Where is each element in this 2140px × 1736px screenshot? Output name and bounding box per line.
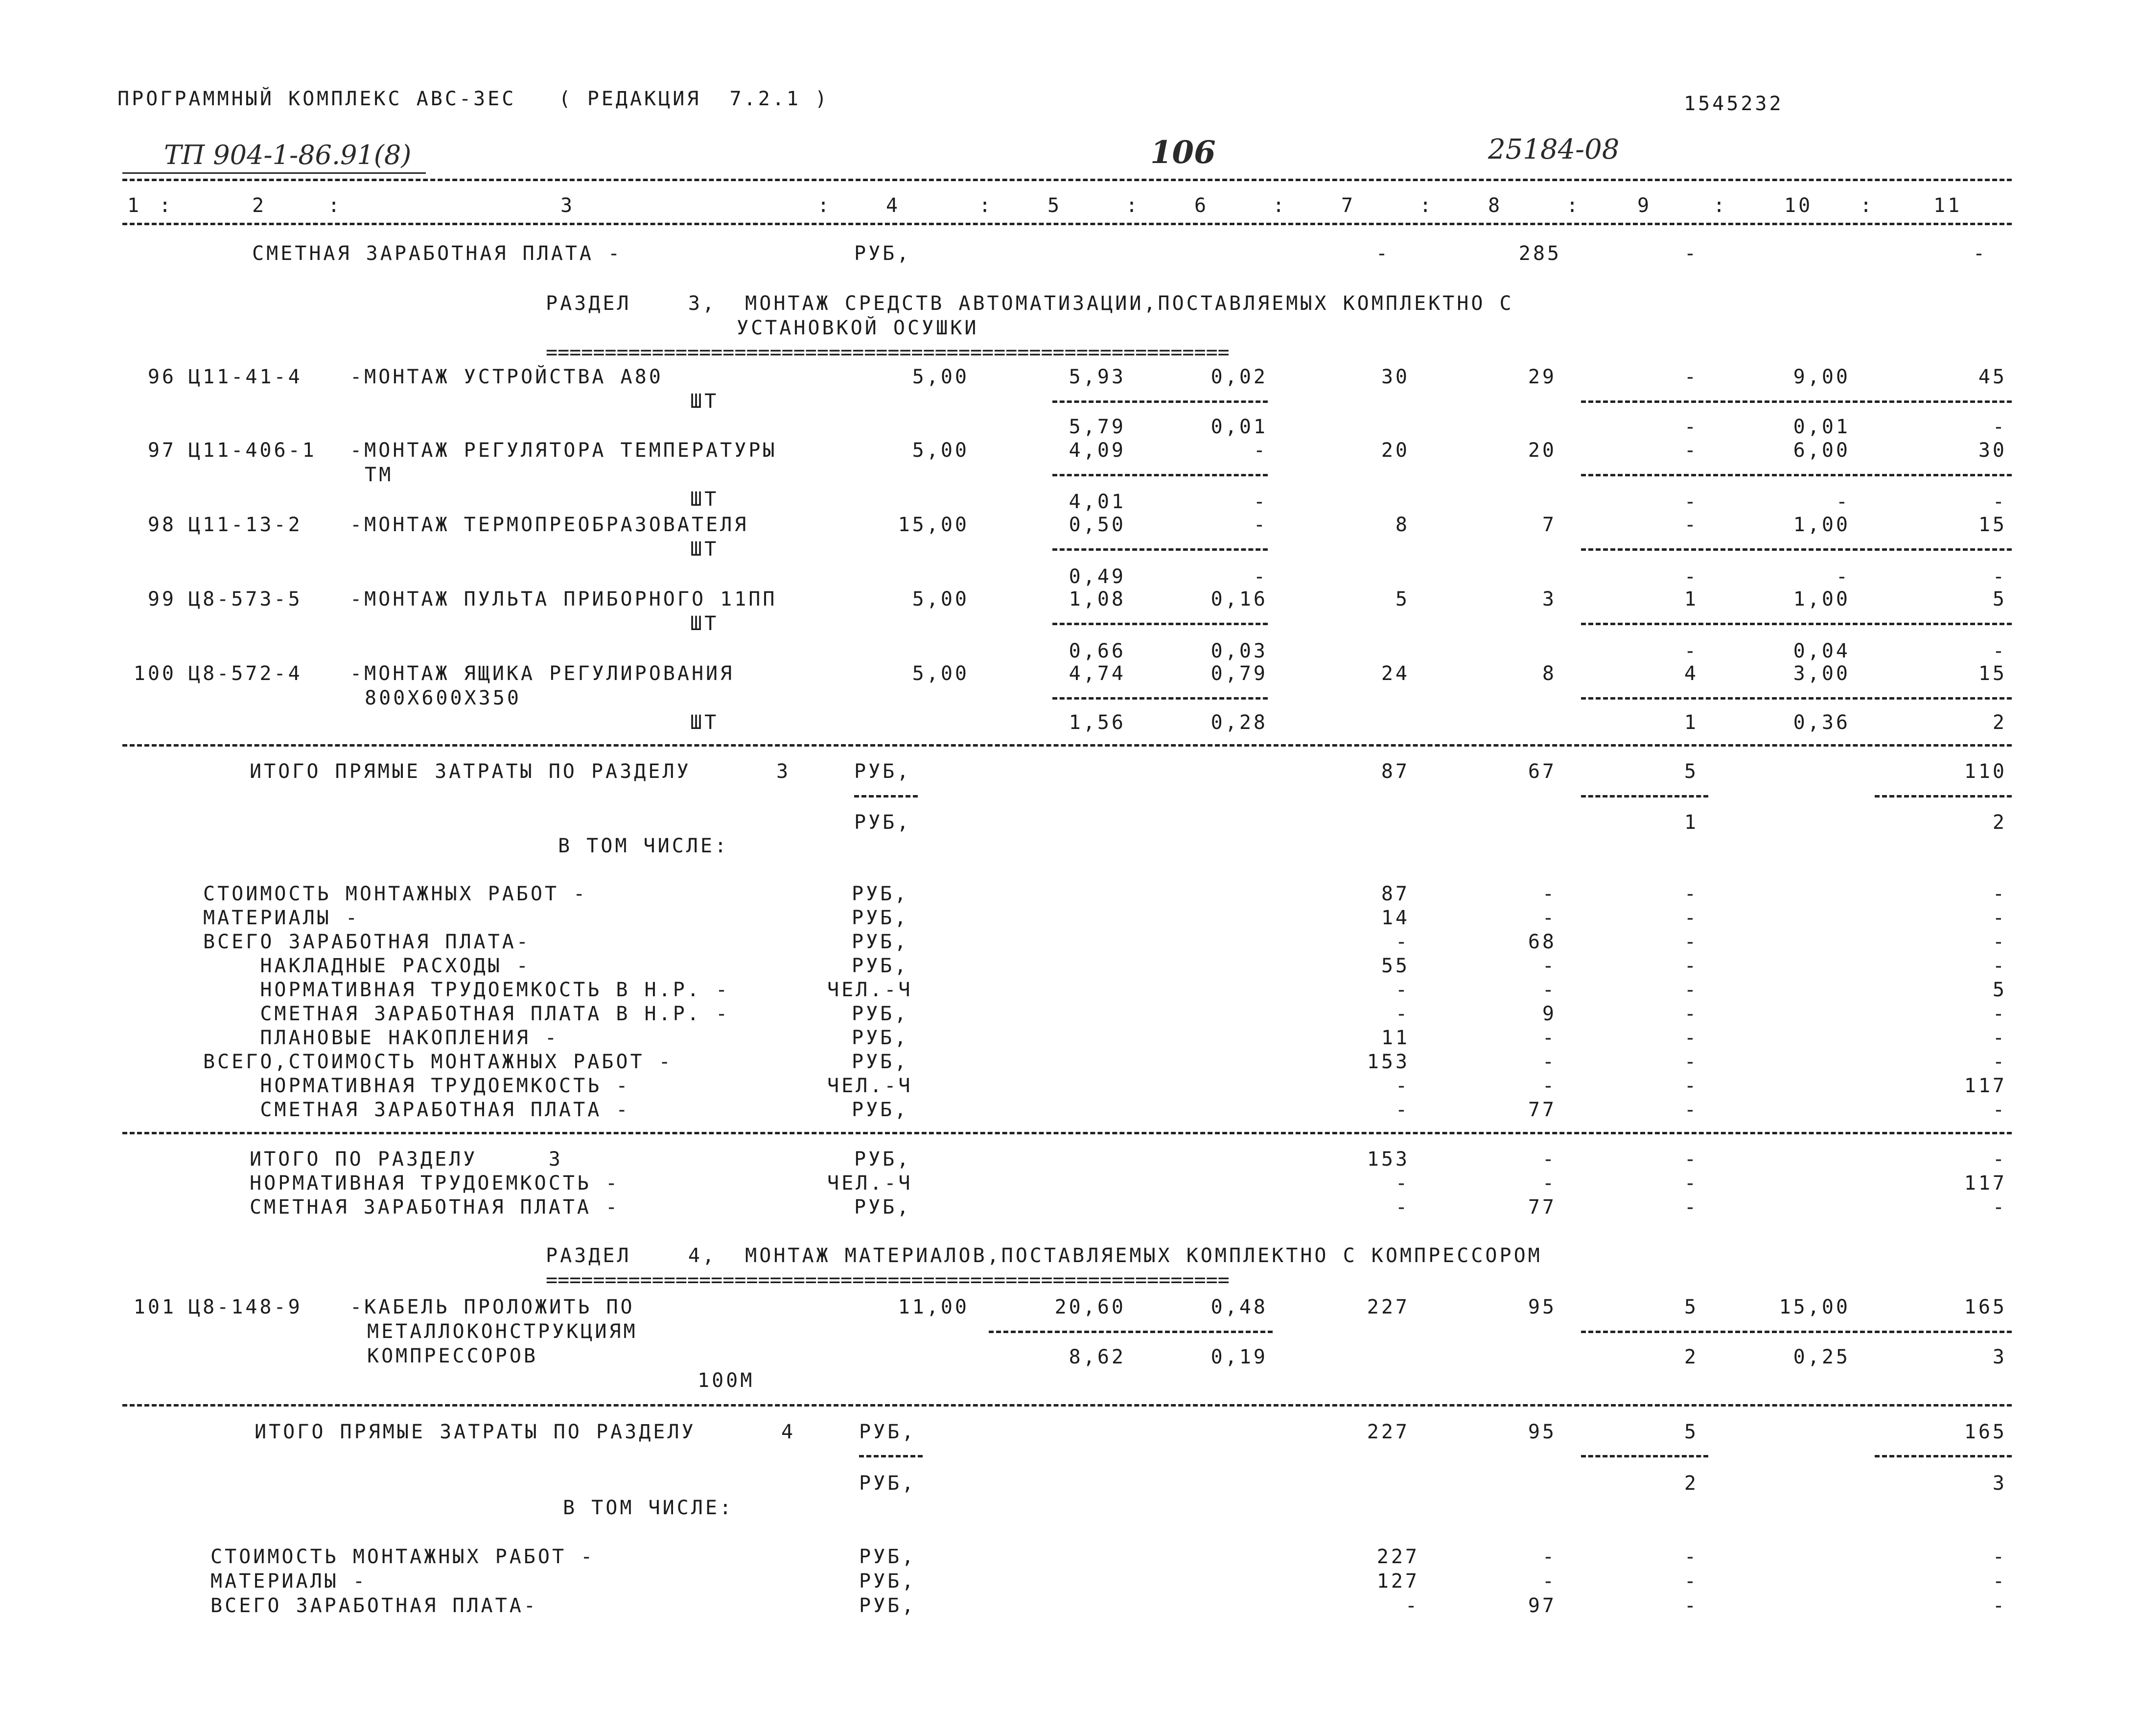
- cell-c11: -: [1992, 907, 2007, 929]
- item-c10: 9,00: [1793, 366, 1850, 388]
- cell-c8: -: [1542, 1051, 1557, 1073]
- item-c10: 3,00: [1793, 662, 1850, 685]
- col-sep: :: [1273, 194, 1287, 217]
- item-c11: 45: [1978, 366, 2007, 388]
- cell-c8: 67: [1528, 760, 1557, 783]
- row-unit: РУБ,: [852, 955, 909, 977]
- item-c5b: 0,49: [1069, 565, 1126, 588]
- cell-c11: 110: [1964, 760, 2007, 783]
- project-code: ТП 904-1-86.91(8): [164, 140, 412, 170]
- cell-c7: 127: [1376, 1570, 1419, 1593]
- row-label: ПЛАНОВЫЕ НАКОПЛЕНИЯ -: [203, 1027, 559, 1049]
- row-label: МАТЕРИАЛЫ -: [210, 1570, 367, 1593]
- cell-c9: -: [1684, 1003, 1698, 1025]
- cell-c7: 87: [1381, 760, 1410, 783]
- item-c5b: 8,62: [1069, 1346, 1126, 1368]
- cell-c7: -: [1375, 242, 1390, 265]
- cell-c8: 9: [1542, 1003, 1557, 1025]
- cell-c9: -: [1684, 955, 1698, 977]
- item-c5: 1,08: [1069, 588, 1126, 610]
- item-name-cont: ТМ: [365, 464, 394, 486]
- item-c6: -: [1253, 514, 1268, 536]
- cell-c11: -: [1992, 883, 2007, 905]
- cell-c7: 11: [1381, 1027, 1410, 1049]
- col-11: 11: [1933, 194, 1962, 217]
- item-name-cont: 800Х600Х350: [365, 687, 521, 709]
- cell-c7: 55: [1381, 955, 1410, 977]
- item-c6: 0,02: [1210, 366, 1268, 388]
- item-c11: 5: [1992, 588, 2007, 610]
- header-rule-2: [122, 223, 2012, 225]
- item-unit: ШТ: [690, 711, 719, 734]
- col-5: 5: [1047, 194, 1062, 217]
- row-unit: ЧЕЛ.-Ч: [827, 1172, 913, 1195]
- cell-c11: 117: [1964, 1172, 2007, 1195]
- cell-c11: 5: [1992, 979, 2007, 1001]
- item-c11: 15: [1978, 662, 2007, 685]
- item-qty: 5,00: [912, 588, 969, 610]
- row-label: ИТОГО ПРЯМЫЕ ЗАТРАТЫ ПО РАЗДЕЛУ 3: [250, 760, 791, 783]
- item-name-cont: КОМПРЕССОРОВ: [367, 1345, 538, 1367]
- col-7: 7: [1341, 194, 1356, 217]
- row-unit: РУБ,: [859, 1546, 916, 1568]
- item-c6: 0,48: [1210, 1296, 1268, 1318]
- subrule: [1052, 548, 1268, 551]
- item-unit: ШТ: [690, 612, 719, 635]
- item-c10: 1,00: [1793, 514, 1850, 536]
- item-code: Ц8-572-4: [188, 662, 302, 685]
- including-label: В ТОМ ЧИСЛЕ:: [558, 835, 729, 857]
- cell-c8: -: [1542, 883, 1557, 905]
- row-label: СТОИМОСТЬ МОНТАЖНЫХ РАБОТ -: [210, 1546, 595, 1568]
- subrule: [1875, 1455, 2012, 1457]
- cell-c7: 153: [1367, 1148, 1410, 1171]
- item-c8: 29: [1528, 366, 1557, 388]
- cell-c11: -: [1973, 242, 1987, 265]
- cell-c8: -: [1542, 1148, 1557, 1171]
- cell-c11: -: [1992, 1196, 2007, 1219]
- cell-c11: 165: [1964, 1421, 2007, 1443]
- cell-c11: -: [1992, 931, 2007, 953]
- item-qty: 5,00: [912, 662, 969, 685]
- item-c6b: -: [1253, 565, 1268, 588]
- item-code: Ц11-406-1: [188, 439, 317, 462]
- item-c7: 227: [1367, 1296, 1410, 1318]
- item-c10b: 0,01: [1793, 416, 1850, 438]
- cell-c11: 117: [1964, 1075, 2007, 1097]
- item-c7: 20: [1381, 439, 1410, 462]
- item-c6b: 0,19: [1210, 1346, 1268, 1368]
- row-unit: РУБ,: [852, 1099, 909, 1121]
- subrule: [854, 795, 918, 798]
- col-3: 3: [560, 194, 575, 217]
- item-c10b: 0,25: [1793, 1346, 1850, 1368]
- item-qty: 5,00: [912, 366, 969, 388]
- item-c10b: -: [1836, 565, 1850, 588]
- subrule: [1581, 697, 2012, 700]
- subrule: [1581, 548, 2012, 551]
- cell-c9: -: [1684, 979, 1698, 1001]
- row-unit: РУБ,: [854, 760, 911, 783]
- item-c7: 30: [1381, 366, 1410, 388]
- subrule: [1581, 623, 2012, 625]
- col-sep: :: [328, 194, 343, 217]
- row-unit: РУБ,: [852, 883, 909, 905]
- row-label: МАТЕРИАЛЫ -: [203, 907, 360, 929]
- estimate-code: 25184-08: [1488, 134, 1620, 165]
- item-c8: 20: [1528, 439, 1557, 462]
- col-sep: :: [1713, 194, 1728, 217]
- item-qty: 11,00: [898, 1296, 969, 1318]
- cell-c9: -: [1684, 1099, 1698, 1121]
- row-unit: РУБ,: [859, 1595, 916, 1617]
- col-1: 1: [127, 194, 142, 217]
- item-c8: 3: [1542, 588, 1557, 610]
- col-10: 10: [1784, 194, 1813, 217]
- row-unit: РУБ,: [859, 1421, 916, 1443]
- row-label: ВСЕГО ЗАРАБОТНАЯ ПЛАТА-: [203, 931, 531, 953]
- item-c5: 4,09: [1069, 439, 1126, 462]
- program-title: ПРОГРАММНЫЙ КОМПЛЕКС АВС-ЗЕС ( РЕДАКЦИЯ 7.2.1 ): [117, 88, 830, 110]
- cell-c9: -: [1684, 907, 1698, 929]
- section-4-title: РАЗДЕЛ 4, МОНТАЖ МАТЕРИАЛОВ,ПОСТАВЛЯЕМЫХ КОМПЛЕКТНО С КОМПРЕССОРОМ: [546, 1244, 1542, 1267]
- row-label: НОРМАТИВНАЯ ТРУДОЕМКОСТЬ В Н.Р. -: [203, 979, 730, 1001]
- cell-c8: -: [1542, 979, 1557, 1001]
- cell-c7: 14: [1381, 907, 1410, 929]
- row-label: ВСЕГО ЗАРАБОТНАЯ ПЛАТА-: [210, 1595, 538, 1617]
- col-sep: :: [1419, 194, 1434, 217]
- item-c9: -: [1684, 366, 1698, 388]
- item-name: -МОНТАЖ ПУЛЬТА ПРИБОРНОГО 11ПП: [350, 588, 777, 610]
- row-unit: РУБ,: [854, 1148, 911, 1171]
- item-c9b: -: [1684, 416, 1698, 438]
- item-c8: 95: [1528, 1296, 1557, 1318]
- cell-c7: -: [1395, 1099, 1410, 1121]
- cell-c7: -: [1395, 1075, 1410, 1097]
- section-3-title: РАЗДЕЛ 3, МОНТАЖ СРЕДСТВ АВТОМАТИЗАЦИИ,ПОСТАВЛЯЕМЫХ КОМПЛЕКТНО С: [546, 292, 1514, 315]
- cell-c7: -: [1395, 1172, 1410, 1195]
- col-6: 6: [1194, 194, 1209, 217]
- cell-c8: -: [1542, 1546, 1557, 1568]
- item-c11b: 3: [1992, 1346, 2007, 1368]
- cell-c11: -: [1992, 1546, 2007, 1568]
- item-no: 101: [133, 1296, 176, 1318]
- cell-c9: -: [1684, 1570, 1698, 1593]
- subrule: [1581, 400, 2012, 403]
- item-c5b: 1,56: [1069, 711, 1126, 734]
- item-c9b: -: [1684, 640, 1698, 662]
- cell-c8: -: [1542, 907, 1557, 929]
- cell-c7: 87: [1381, 883, 1410, 905]
- cell-c11: -: [1992, 1099, 2007, 1121]
- item-name: -КАБЕЛЬ ПРОЛОЖИТЬ ПО: [350, 1296, 635, 1318]
- cell-c9: -: [1684, 1075, 1698, 1097]
- item-c11b: 2: [1992, 711, 2007, 734]
- row-label: СМЕТНАЯ ЗАРАБОТНАЯ ПЛАТА -: [252, 242, 623, 265]
- cell-c9b: 2: [1684, 1472, 1698, 1495]
- row-unit-2: РУБ,: [854, 811, 911, 834]
- cell-c9b: 1: [1684, 811, 1698, 834]
- item-no: 97: [147, 439, 176, 462]
- cell-c8: 68: [1528, 931, 1557, 953]
- col-8: 8: [1488, 194, 1503, 217]
- subrule: [1581, 474, 2012, 476]
- row-unit: РУБ,: [852, 1027, 909, 1049]
- including-label: В ТОМ ЧИСЛЕ:: [563, 1497, 734, 1519]
- item-code: Ц8-573-5: [188, 588, 302, 610]
- item-c9b: 1: [1684, 711, 1698, 734]
- item-c10b: 0,36: [1793, 711, 1850, 734]
- col-sep: :: [979, 194, 994, 217]
- row-label: СМЕТНАЯ ЗАРАБОТНАЯ ПЛАТА -: [250, 1196, 620, 1219]
- row-label: НОРМАТИВНАЯ ТРУДОЕМКОСТЬ -: [203, 1075, 630, 1097]
- item-c11b: -: [1992, 491, 2007, 513]
- item-c7: 8: [1395, 514, 1410, 536]
- section-3-title-cont: УСТАНОВКОЙ ОСУШКИ: [737, 317, 979, 339]
- item-name: -МОНТАЖ УСТРОЙСТВА А80: [350, 366, 663, 388]
- cell-c8: 285: [1518, 242, 1561, 265]
- cell-c7: 227: [1376, 1546, 1419, 1568]
- cell-c8: -: [1542, 1075, 1557, 1097]
- col-2: 2: [252, 194, 267, 217]
- item-c5: 5,93: [1069, 366, 1126, 388]
- item-c5b: 5,79: [1069, 416, 1126, 438]
- row-unit: РУБ,: [854, 1196, 911, 1219]
- cell-c9: -: [1684, 931, 1698, 953]
- cell-c7: 153: [1367, 1051, 1410, 1073]
- cell-c11b: 2: [1992, 811, 2007, 834]
- cell-c7: -: [1405, 1595, 1419, 1617]
- cell-c7: 227: [1367, 1421, 1410, 1443]
- item-c8: 8: [1542, 662, 1557, 685]
- col-4: 4: [886, 194, 901, 217]
- cell-c9: -: [1684, 242, 1698, 265]
- cell-c9: 5: [1684, 1421, 1698, 1443]
- item-code: Ц8-148-9: [188, 1296, 302, 1318]
- col-sep: :: [817, 194, 832, 217]
- item-c10: 6,00: [1793, 439, 1850, 462]
- row-unit: ЧЕЛ.-Ч: [827, 979, 913, 1001]
- item-c9: -: [1684, 439, 1698, 462]
- item-qty: 5,00: [912, 439, 969, 462]
- item-c10: 1,00: [1793, 588, 1850, 610]
- cell-c7: -: [1395, 1196, 1410, 1219]
- item-no: 99: [147, 588, 176, 610]
- item-c6: -: [1253, 439, 1268, 462]
- cell-c11: -: [1992, 1570, 2007, 1593]
- item-c5: 20,60: [1054, 1296, 1126, 1318]
- cell-c11: -: [1992, 1595, 2007, 1617]
- item-c11: 165: [1964, 1296, 2007, 1318]
- item-c9b: 2: [1684, 1346, 1698, 1368]
- item-c9: -: [1684, 514, 1698, 536]
- item-c6b: 0,03: [1210, 640, 1268, 662]
- cell-c8: -: [1542, 1570, 1557, 1593]
- subrule: [1052, 400, 1268, 403]
- item-c10: 15,00: [1779, 1296, 1850, 1318]
- item-code: Ц11-13-2: [188, 514, 302, 536]
- cell-c8: 97: [1528, 1595, 1557, 1617]
- row-unit: РУБ,: [852, 907, 909, 929]
- item-c5: 4,74: [1069, 662, 1126, 685]
- item-c11: 30: [1978, 439, 2007, 462]
- cell-c9: -: [1684, 1172, 1698, 1195]
- item-c10b: 0,04: [1793, 640, 1850, 662]
- col-sep: :: [159, 194, 174, 217]
- cell-c7: -: [1395, 979, 1410, 1001]
- item-name: -МОНТАЖ ТЕРМОПРЕОБРАЗОВАТЕЛЯ: [350, 514, 749, 536]
- subrule: [1052, 623, 1268, 625]
- row-label: СТОИМОСТЬ МОНТАЖНЫХ РАБОТ -: [203, 883, 588, 905]
- item-unit: ШТ: [690, 538, 719, 561]
- row-unit-2: РУБ,: [859, 1472, 916, 1495]
- item-c7: 24: [1381, 662, 1410, 685]
- cell-c11: -: [1992, 1051, 2007, 1073]
- cell-c9: 5: [1684, 760, 1698, 783]
- row-unit: РУБ,: [852, 1051, 909, 1073]
- item-c9: 1: [1684, 588, 1698, 610]
- section-4-underline: ==========================================================: [546, 1269, 1230, 1291]
- item-unit: ШТ: [690, 390, 719, 413]
- cell-c9: -: [1684, 1148, 1698, 1171]
- row-label: СМЕТНАЯ ЗАРАБОТНАЯ ПЛАТА -: [203, 1099, 630, 1121]
- cell-c8: 77: [1528, 1099, 1557, 1121]
- cell-c11: -: [1992, 955, 2007, 977]
- item-c9b: -: [1684, 491, 1698, 513]
- cell-c8: 77: [1528, 1196, 1557, 1219]
- section-3-items-rule: [122, 744, 2012, 747]
- item-c11b: -: [1992, 416, 2007, 438]
- item-c9: 5: [1684, 1296, 1698, 1318]
- col-sep: :: [1860, 194, 1875, 217]
- header-rule: [122, 179, 2012, 181]
- section-4-items-rule: [122, 1404, 2012, 1407]
- row-unit: РУБ,: [854, 242, 911, 265]
- subrule: [1875, 795, 2012, 798]
- cell-c11: -: [1992, 1027, 2007, 1049]
- subrule: [1581, 795, 1708, 798]
- subrule: [1052, 697, 1268, 700]
- item-no: 98: [147, 514, 176, 536]
- cell-c8: -: [1542, 1027, 1557, 1049]
- col-sep: :: [1566, 194, 1581, 217]
- cell-c8: -: [1542, 955, 1557, 977]
- item-unit: ШТ: [690, 488, 719, 511]
- cell-c9: -: [1684, 1546, 1698, 1568]
- item-c11b: -: [1992, 640, 2007, 662]
- subrule: [859, 1455, 923, 1457]
- cell-c9: -: [1684, 1027, 1698, 1049]
- cell-c8: -: [1542, 1172, 1557, 1195]
- section-3-breakdown-rule: [122, 1132, 2012, 1134]
- row-unit: РУБ,: [859, 1570, 916, 1593]
- subrule: [1581, 1331, 2012, 1333]
- row-label: ВСЕГО,СТОИМОСТЬ МОНТАЖНЫХ РАБОТ -: [203, 1051, 673, 1073]
- item-qty: 15,00: [898, 514, 969, 536]
- item-c5: 0,50: [1069, 514, 1126, 536]
- cell-c11: -: [1992, 1003, 2007, 1025]
- subrule: [1052, 474, 1268, 476]
- item-c5b: 4,01: [1069, 491, 1126, 513]
- cell-c11b: 3: [1992, 1472, 2007, 1495]
- cell-c8: 95: [1528, 1421, 1557, 1443]
- cell-c7: -: [1395, 931, 1410, 953]
- col-sep: :: [1126, 194, 1140, 217]
- item-unit: 100М: [698, 1369, 755, 1392]
- document-number: 1545232: [1684, 93, 1784, 115]
- item-c6b: 0,01: [1210, 416, 1268, 438]
- item-name: -МОНТАЖ РЕГУЛЯТОРА ТЕМПЕРАТУРЫ: [350, 439, 777, 462]
- item-c11: 15: [1978, 514, 2007, 536]
- section-3-underline: ==========================================================: [546, 341, 1230, 364]
- subrule: [989, 1331, 1273, 1333]
- cell-c9: -: [1684, 1196, 1698, 1219]
- item-c9b: -: [1684, 565, 1698, 588]
- project-code-underline: [122, 172, 426, 174]
- item-code: Ц11-41-4: [188, 366, 302, 388]
- cell-c11: -: [1992, 1148, 2007, 1171]
- row-label: ИТОГО ПРЯМЫЕ ЗАТРАТЫ ПО РАЗДЕЛУ 4: [255, 1421, 796, 1443]
- item-c5b: 0,66: [1069, 640, 1126, 662]
- row-label: НАКЛАДНЫЕ РАСХОДЫ -: [203, 955, 531, 977]
- item-no: 96: [147, 366, 176, 388]
- item-c6b: 0,28: [1210, 711, 1268, 734]
- row-unit: РУБ,: [852, 931, 909, 953]
- item-c11b: -: [1992, 565, 2007, 588]
- item-c8: 7: [1542, 514, 1557, 536]
- cell-c9: -: [1684, 1595, 1698, 1617]
- row-unit: РУБ,: [852, 1003, 909, 1025]
- col-9: 9: [1637, 194, 1652, 217]
- item-name-cont: МЕТАЛЛОКОНСТРУКЦИЯМ: [367, 1320, 638, 1343]
- cell-c9: -: [1684, 1051, 1698, 1073]
- item-c6b: -: [1253, 491, 1268, 513]
- item-c10b: -: [1836, 491, 1850, 513]
- item-name: -МОНТАЖ ЯЩИКА РЕГУЛИРОВАНИЯ: [350, 662, 735, 685]
- row-unit: ЧЕЛ.-Ч: [827, 1075, 913, 1097]
- row-label: СМЕТНАЯ ЗАРАБОТНАЯ ПЛАТА В Н.Р. -: [203, 1003, 730, 1025]
- item-c7: 5: [1395, 588, 1410, 610]
- row-label: ИТОГО ПО РАЗДЕЛУ 3: [250, 1148, 563, 1171]
- item-c6: 0,16: [1210, 588, 1268, 610]
- subrule: [1581, 1455, 1708, 1457]
- cell-c7: -: [1395, 1003, 1410, 1025]
- item-no: 100: [133, 662, 176, 685]
- cell-c9: -: [1684, 883, 1698, 905]
- item-c6: 0,79: [1210, 662, 1268, 685]
- item-c9: 4: [1684, 662, 1698, 685]
- row-label: НОРМАТИВНАЯ ТРУДОЕМКОСТЬ -: [250, 1172, 620, 1195]
- page-number: 106: [1150, 134, 1216, 171]
